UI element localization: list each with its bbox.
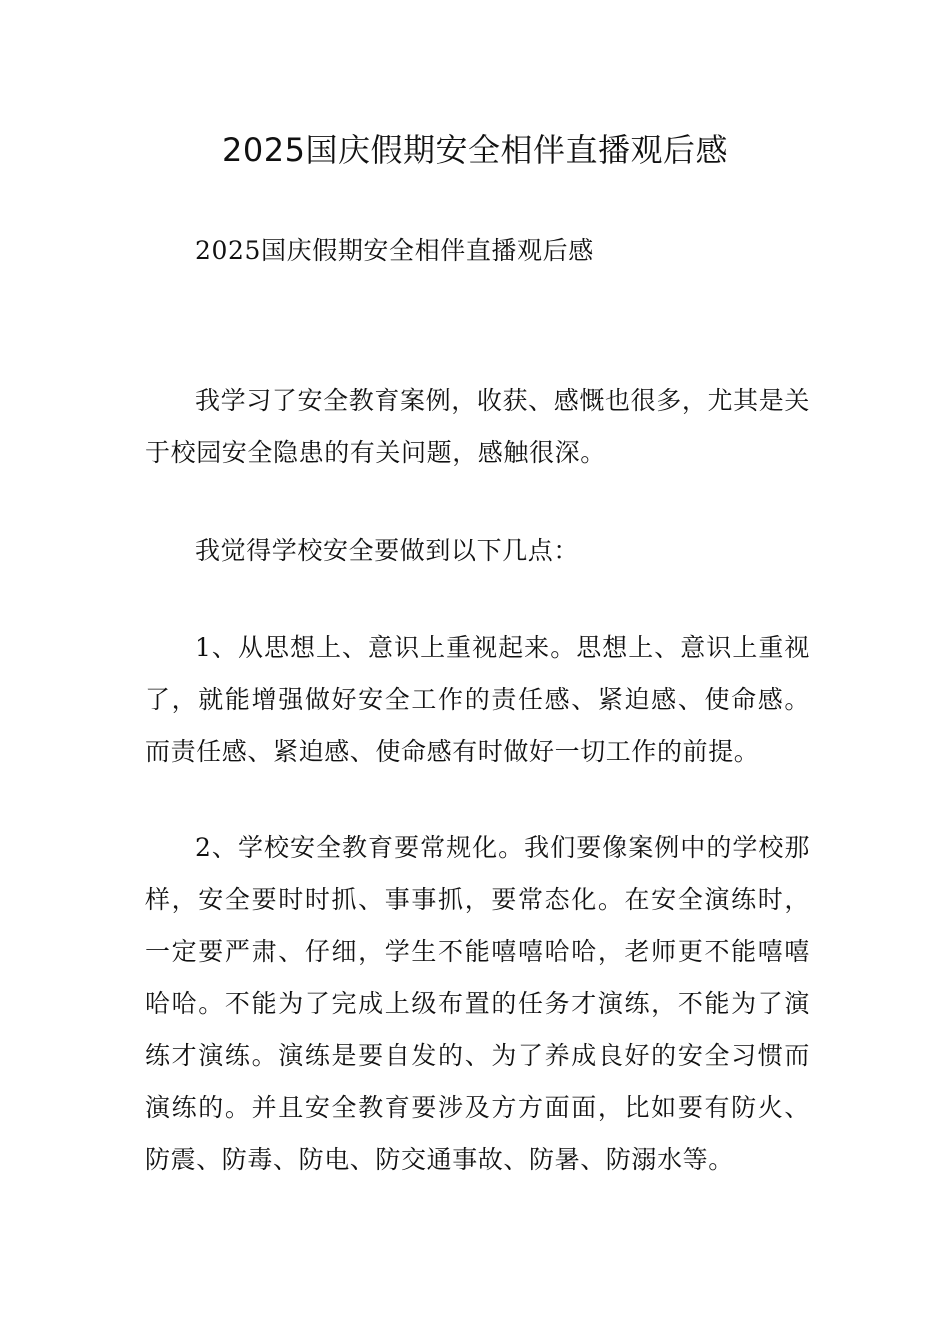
- document-subtitle: 2025国庆假期安全相伴直播观后感: [195, 236, 594, 265]
- paragraph-point-1: 1、从思想上、意识上重视起来。思想上、意识上重视了，就能增强做好安全工作的责任感、紧迫感、使命感。而责任感、紧迫感、使命感有时做好一切工作的前提。: [145, 633, 810, 766]
- paragraph-points-lead: 我觉得学校安全要做到以下几点：: [195, 536, 580, 565]
- paragraph-point-2: 2、学校安全教育要常规化。我们要像案例中的学校那样，安全要时时抓、事事抓，要常态化。在安全演练时，一定要严肃、仔细，学生不能嘻嘻哈哈，老师更不能嘻嘻哈哈。不能为了完成上级布置的任务才演练，不能为了演练才演练。演练是要自发的、为了养成良好的安全习惯而演练的。并且安全教育要涉及方方面面，比如要有防火、防震、防毒、防电、防交通事故、防暑、防溺水等。: [145, 833, 810, 1174]
- document-title: 2025国庆假期安全相伴直播观后感: [222, 131, 728, 169]
- paragraph-intro: 我学习了安全教育案例，收获、感慨也很多，尤其是关于校园安全隐患的有关问题，感触很深。: [145, 386, 810, 467]
